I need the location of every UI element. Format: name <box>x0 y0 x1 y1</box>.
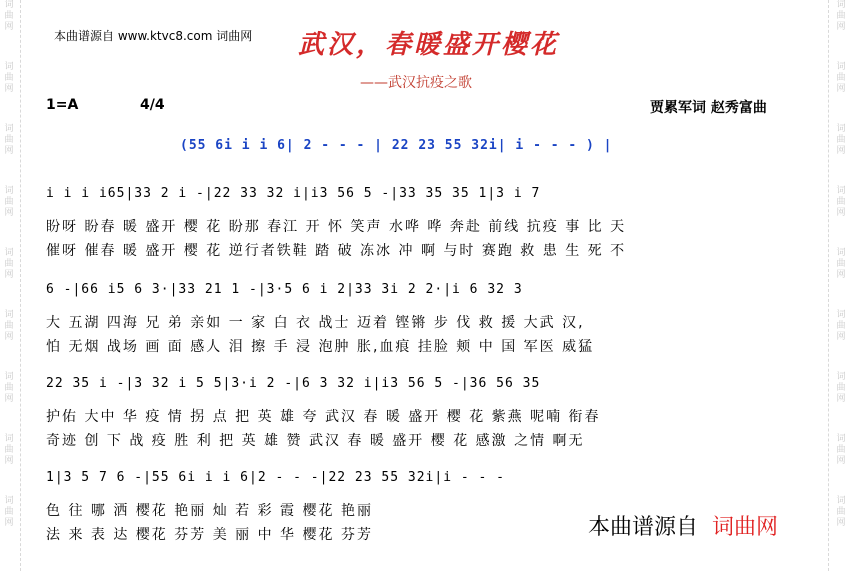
song-subtitle: ——武汉抗疫之歌 <box>360 75 472 91</box>
side-watermark-left: 词曲网 词曲网 词曲网 词曲网 词曲网 词曲网 词曲网 词曲网 词曲网 <box>4 0 14 528</box>
intro-notation: (55 6i i i 6| 2 - - - | 22 23 55 32i| i - - - ) | <box>180 138 613 153</box>
lyric-line-4b: 法 来 表 达 樱花 芬芳 美 丽 中 华 樱花 芬芳 <box>46 527 373 543</box>
lyric-line-1a: 盼呀 盼春 暖 盛开 樱 花 盼那 春江 开 怀 笑声 水哗 哗 奔赴 前线 抗疫 事 比 天 <box>46 219 627 235</box>
song-title: 武汉，春暖盛开樱花 <box>298 30 560 60</box>
lyric-line-4a: 色 往 哪 洒 樱花 艳丽 灿 若 彩 霞 樱花 艳丽 <box>46 503 373 519</box>
right-margin-line <box>828 0 829 571</box>
side-watermark-right: 词曲网 词曲网 词曲网 词曲网 词曲网 词曲网 词曲网 词曲网 词曲网 <box>836 0 846 528</box>
left-margin-line <box>20 0 21 571</box>
source-header: 本曲谱源自 www.ktvc8.com 词曲网 <box>54 29 253 43</box>
credits: 贾累军词 赵秀富曲 <box>650 100 767 116</box>
notation-line-4: 1|3 5 7 6 -|55 6i i i 6|2 - - -|22 23 55 32i|i - - - <box>46 470 505 485</box>
lyric-line-2b: 怕 无烟 战场 画 面 感人 泪 擦 手 浸 泡肿 胀,血痕 挂脸 颊 中 国 军医 威猛 <box>46 339 595 355</box>
notation-line-3: 22 35 i -|3 32 i 5 5|3·i 2 -|6 3 32 i|i3 56 5 -|36 56 35 <box>46 376 541 391</box>
stamp-right-text: 词曲网 <box>712 515 779 540</box>
notation-line-1: i i i i65|33 2 i -|22 33 32 i|i3 56 5 -|33 35 35 1|3 i 7 <box>46 186 541 201</box>
lyric-line-3b: 奇迹 创 下 战 疫 胜 利 把 英 雄 赞 武汉 春 暖 盛开 樱 花 感激 之情 啊无 <box>46 433 585 449</box>
lyric-line-1b: 催呀 催春 暖 盛开 樱 花 逆行者铁鞋 踏 破 冻冰 冲 啊 与时 赛跑 救 患 生 死 不 <box>46 243 627 259</box>
lyric-line-3a: 护佑 大中 华 疫 情 拐 点 把 英 雄 夸 武汉 春 暖 盛开 樱 花 紫燕 呢喃 衔春 <box>46 409 601 425</box>
lyric-line-2a: 大 五湖 四海 兄 弟 亲如 一 家 白 衣 战士 迈着 铿锵 步 伐 救 援 大武 汉, <box>46 315 585 331</box>
time-signature: 4/4 <box>140 97 165 113</box>
source-stamp <box>584 510 782 541</box>
stamp-left-text: 本曲谱源自 <box>588 515 699 540</box>
notation-line-2: 6 -|66 i5 6 3·|33 21 1 -|3·5 6 i 2|33 3i 2 2·|i 6 32 3 <box>46 282 523 297</box>
key-signature: 1=A <box>46 97 79 113</box>
